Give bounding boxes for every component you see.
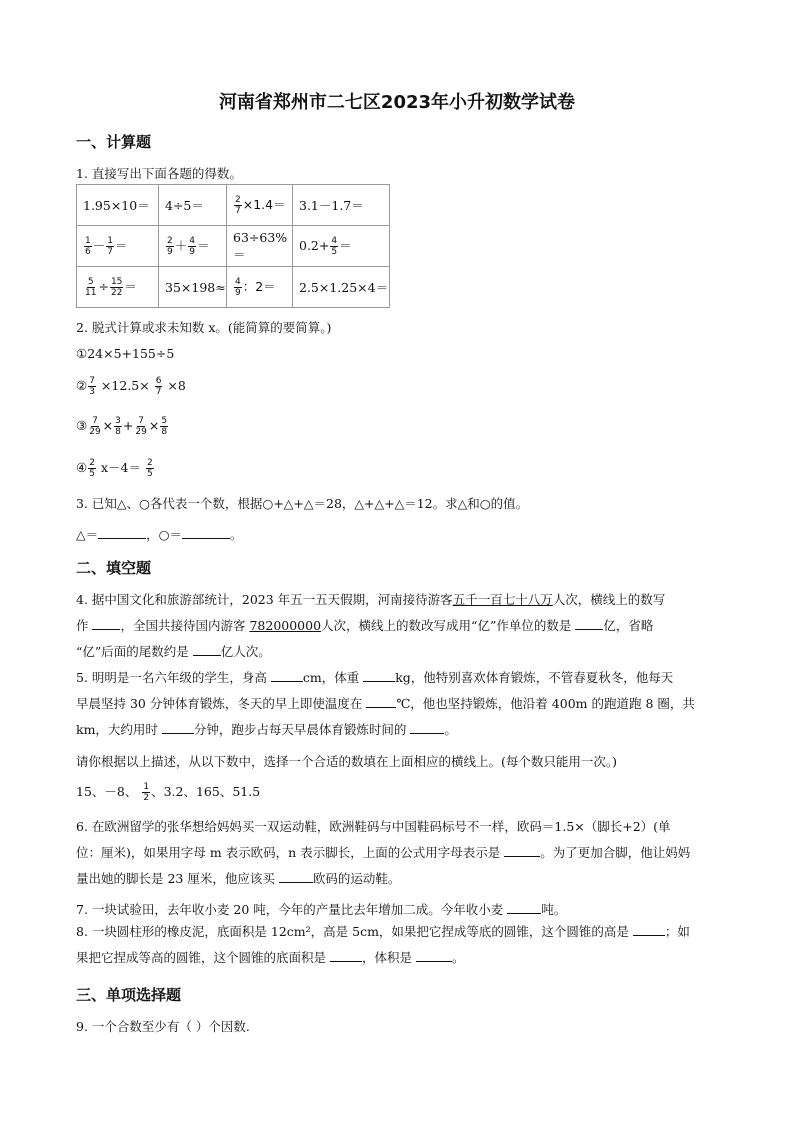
q5-instruction: 请你根据以上描述，从以下数中，选择一个合适的数填在上面相应的横线上。(每个数只能用一次。): [76, 754, 618, 769]
section-heading-fill: 二、填空题: [76, 559, 152, 577]
answer-blank[interactable]: [507, 899, 541, 914]
q5-number-choices: 15、－8、 $\frac{1}{2}$ 、3.2、165、51.5: [76, 782, 261, 803]
q8-paragraph: 8. 一块圆柱形的橡皮泥，底面积是 12cm²，高是 5cm，如果把它捏成等底的圆锥，这个圆锥的高是 ；如 果把它捏成等高的圆锥，这个圆锥的底面积是 ，体积是 。: [76, 919, 722, 971]
section-heading-choice: 三、单项选择题: [76, 986, 182, 1004]
calc-row-1: [77, 185, 390, 226]
q2-expr-4: ④ $\frac{2}{5}$ x－4＝ $\frac{2}{5}$: [76, 458, 153, 479]
calc-row-2: [77, 226, 390, 267]
answer-blank[interactable]: [98, 524, 146, 539]
answer-blank[interactable]: [363, 667, 395, 682]
calc-cell: 63÷63%＝: [227, 226, 293, 267]
answer-blank[interactable]: [92, 615, 120, 630]
calc-cell: $\frac{2}{9}$ ＋ $\frac{4}{9}$ ＝: [159, 226, 227, 267]
q3-prompt: 3. 已知△、○各代表一个数，根据○+△+△＝28，△+△+△＝12。求△和○的值。: [76, 496, 529, 511]
calc-cell: 1.95×10＝: [77, 185, 159, 226]
calc-row-3: [77, 267, 390, 308]
answer-blank[interactable]: [271, 667, 303, 682]
q2-expr-2: ② $\frac{7}{3}$ ×12.5× $\frac{6}{7}$ ×8: [76, 376, 186, 397]
calc-cell: $\frac{4}{9}$ ：2＝: [227, 267, 293, 308]
answer-blank[interactable]: [330, 947, 362, 962]
q5-paragraph: 5. 明明是一名六年级的学生，身高 cm，体重 kg，他特别喜欢体育锻炼，不管春夏秋冬，他每天 早晨坚持 30 分钟体育锻炼，冬天的早上即使温度在 ℃，他也坚持锻炼，他沿着 400m 的跑道跑 8 圈，共 km，大约用时 分钟，跑步占每天早晨体育锻炼时间的 。: [76, 665, 722, 743]
answer-blank[interactable]: [504, 842, 540, 857]
calc-cell: $\frac{5}{11}$ ÷ $\frac{15}{22}$ ＝: [77, 267, 159, 308]
q2-prompt: 2. 脱式计算或求未知数 x。(能简算的要简算。): [76, 320, 332, 335]
answer-blank[interactable]: [575, 615, 603, 630]
answer-blank[interactable]: [366, 693, 396, 708]
answer-blank[interactable]: [279, 868, 313, 883]
answer-blank[interactable]: [416, 947, 452, 962]
calc-cell: 0.2+ $\frac{4}{5}$ ＝: [293, 226, 390, 267]
calc-cell: $\frac{1}{6}$ － $\frac{1}{7}$ ＝: [77, 226, 159, 267]
calc-table: [76, 184, 390, 308]
q3-answer: △＝ ，○＝ 。: [76, 524, 243, 543]
calc-cell: 35×198≈: [159, 267, 227, 308]
q4-paragraph: 4. 据中国文化和旅游部统计，2023 年五一五天假期，河南接待游客五千一百七十八万人次，横线上的数写 作 ，全国共接待国内游客 782000000人次，横线上的数改写成用“亿”作单位的数是 亿，省略 “亿”后面的尾数约是 亿人次。: [76, 592, 666, 659]
calc-cell: 2.5×1.25×4＝: [293, 267, 390, 308]
calc-cell: 3.1－1.7＝: [293, 185, 390, 226]
calc-cell: 4÷5＝: [159, 185, 227, 226]
q2-expr-3: ③ $\frac{7}{29}$ × $\frac{3}{8}$ + $\frac{7}{29}$ × $\frac{5}{8}$: [76, 416, 168, 437]
q2-expr-1: ①24×5+155÷5: [76, 346, 175, 361]
answer-blank[interactable]: [410, 719, 444, 734]
q9-text: 9. 一个合数至少有（ ）个因数.: [76, 1019, 250, 1034]
answer-blank[interactable]: [193, 641, 221, 656]
q1-prompt: 1. 直接写出下面各题的得数。: [76, 166, 242, 181]
answer-blank[interactable]: [182, 524, 230, 539]
calc-cell: $\frac{2}{7}$ ×1.4＝: [227, 185, 293, 226]
answer-blank[interactable]: [633, 921, 665, 936]
section-heading-calc: 一、计算题: [76, 133, 152, 151]
page-title: 河南省郑州市二七区2023年小升初数学试卷: [218, 92, 576, 113]
answer-blank[interactable]: [162, 719, 194, 734]
q6-paragraph: 6. 在欧洲留学的张华想给妈妈买一双运动鞋，欧洲鞋码与中国鞋码标号不一样，欧码＝1.5×（脚长+2）(单 位：厘米)，如果用字母 m 表示欧码，n 表示脚长，上面的公式用字母表示是 。为了更加合脚，他让妈妈 量出她的脚长是 23 厘米，他应该买 欧码的运动鞋。: [76, 819, 691, 886]
q7-text: 7. 一块试验田，去年收小麦 20 吨，今年的产量比去年增加二成。今年收小麦 吨。: [76, 899, 566, 918]
